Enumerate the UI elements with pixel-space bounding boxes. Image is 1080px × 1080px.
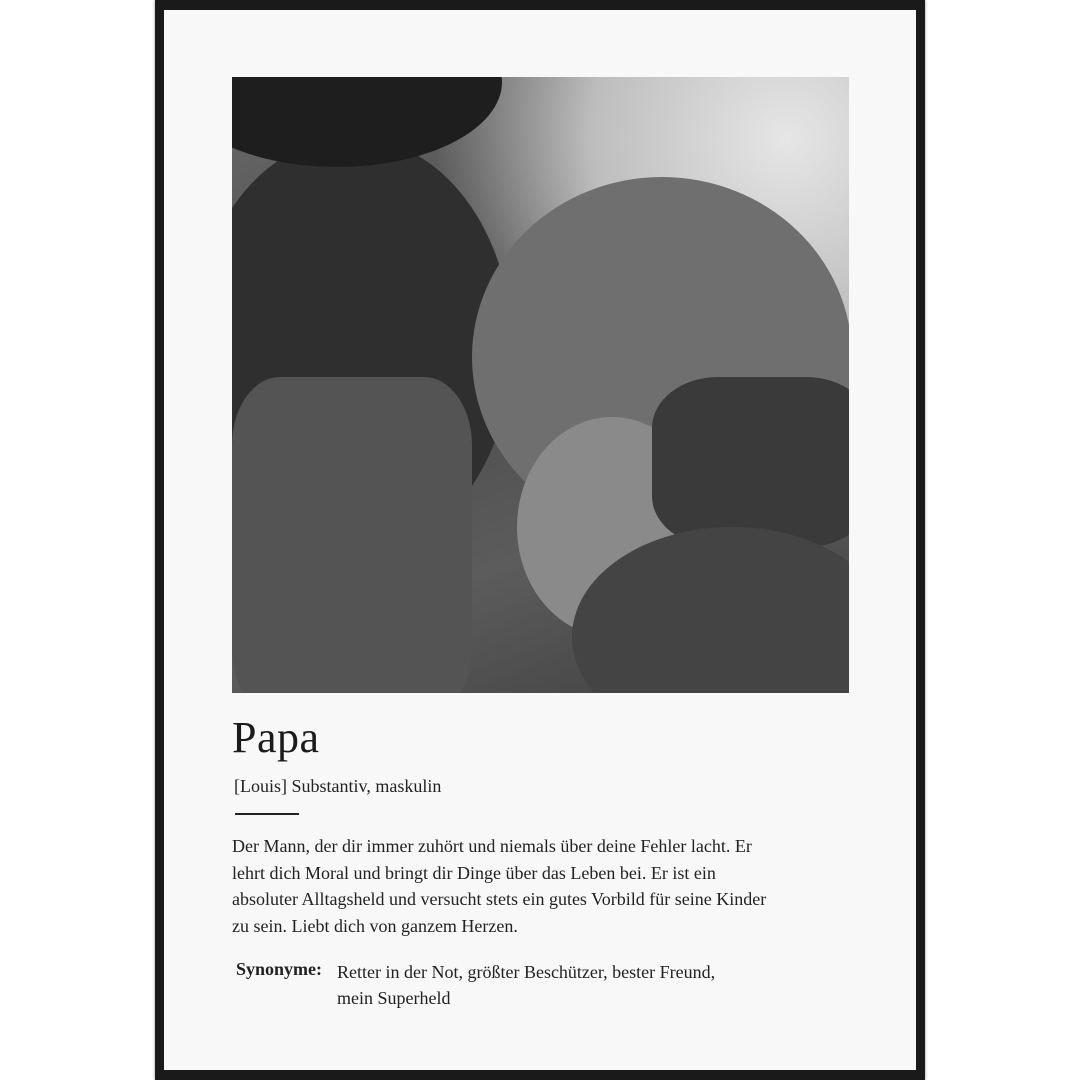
definition-line: absoluter Alltagsheld und versucht stets ein gutes Vorbild für seine Kinder	[232, 889, 767, 909]
definition-text	[232, 833, 766, 939]
poster-subtitle: [Louis] Substantiv, maskulin	[234, 776, 442, 796]
synonyms-label: Synonyme:	[236, 959, 323, 979]
synonyms-line: mein Superheld	[337, 988, 451, 1008]
definition-line: lehrt dich Moral und bringt dir Dinge über das Leben bei. Er ist ein	[232, 862, 716, 883]
father-shirt-shape	[232, 377, 472, 693]
synonyms-text	[337, 959, 715, 1011]
father-child-photo	[232, 77, 849, 693]
child-sleeve-shape	[652, 377, 849, 547]
synonyms-line: Retter in der Not, größter Beschützer, bester Freund,	[337, 962, 716, 982]
poster-title: Papa	[232, 713, 320, 762]
definition-line: Der Mann, der dir immer zuhört und niemals über deine Fehler lacht. Er	[232, 836, 752, 856]
divider	[235, 813, 299, 815]
father-hair-shape	[232, 77, 502, 167]
definition-line: zu sein. Liebt dich von ganzem Herzen.	[232, 915, 518, 936]
